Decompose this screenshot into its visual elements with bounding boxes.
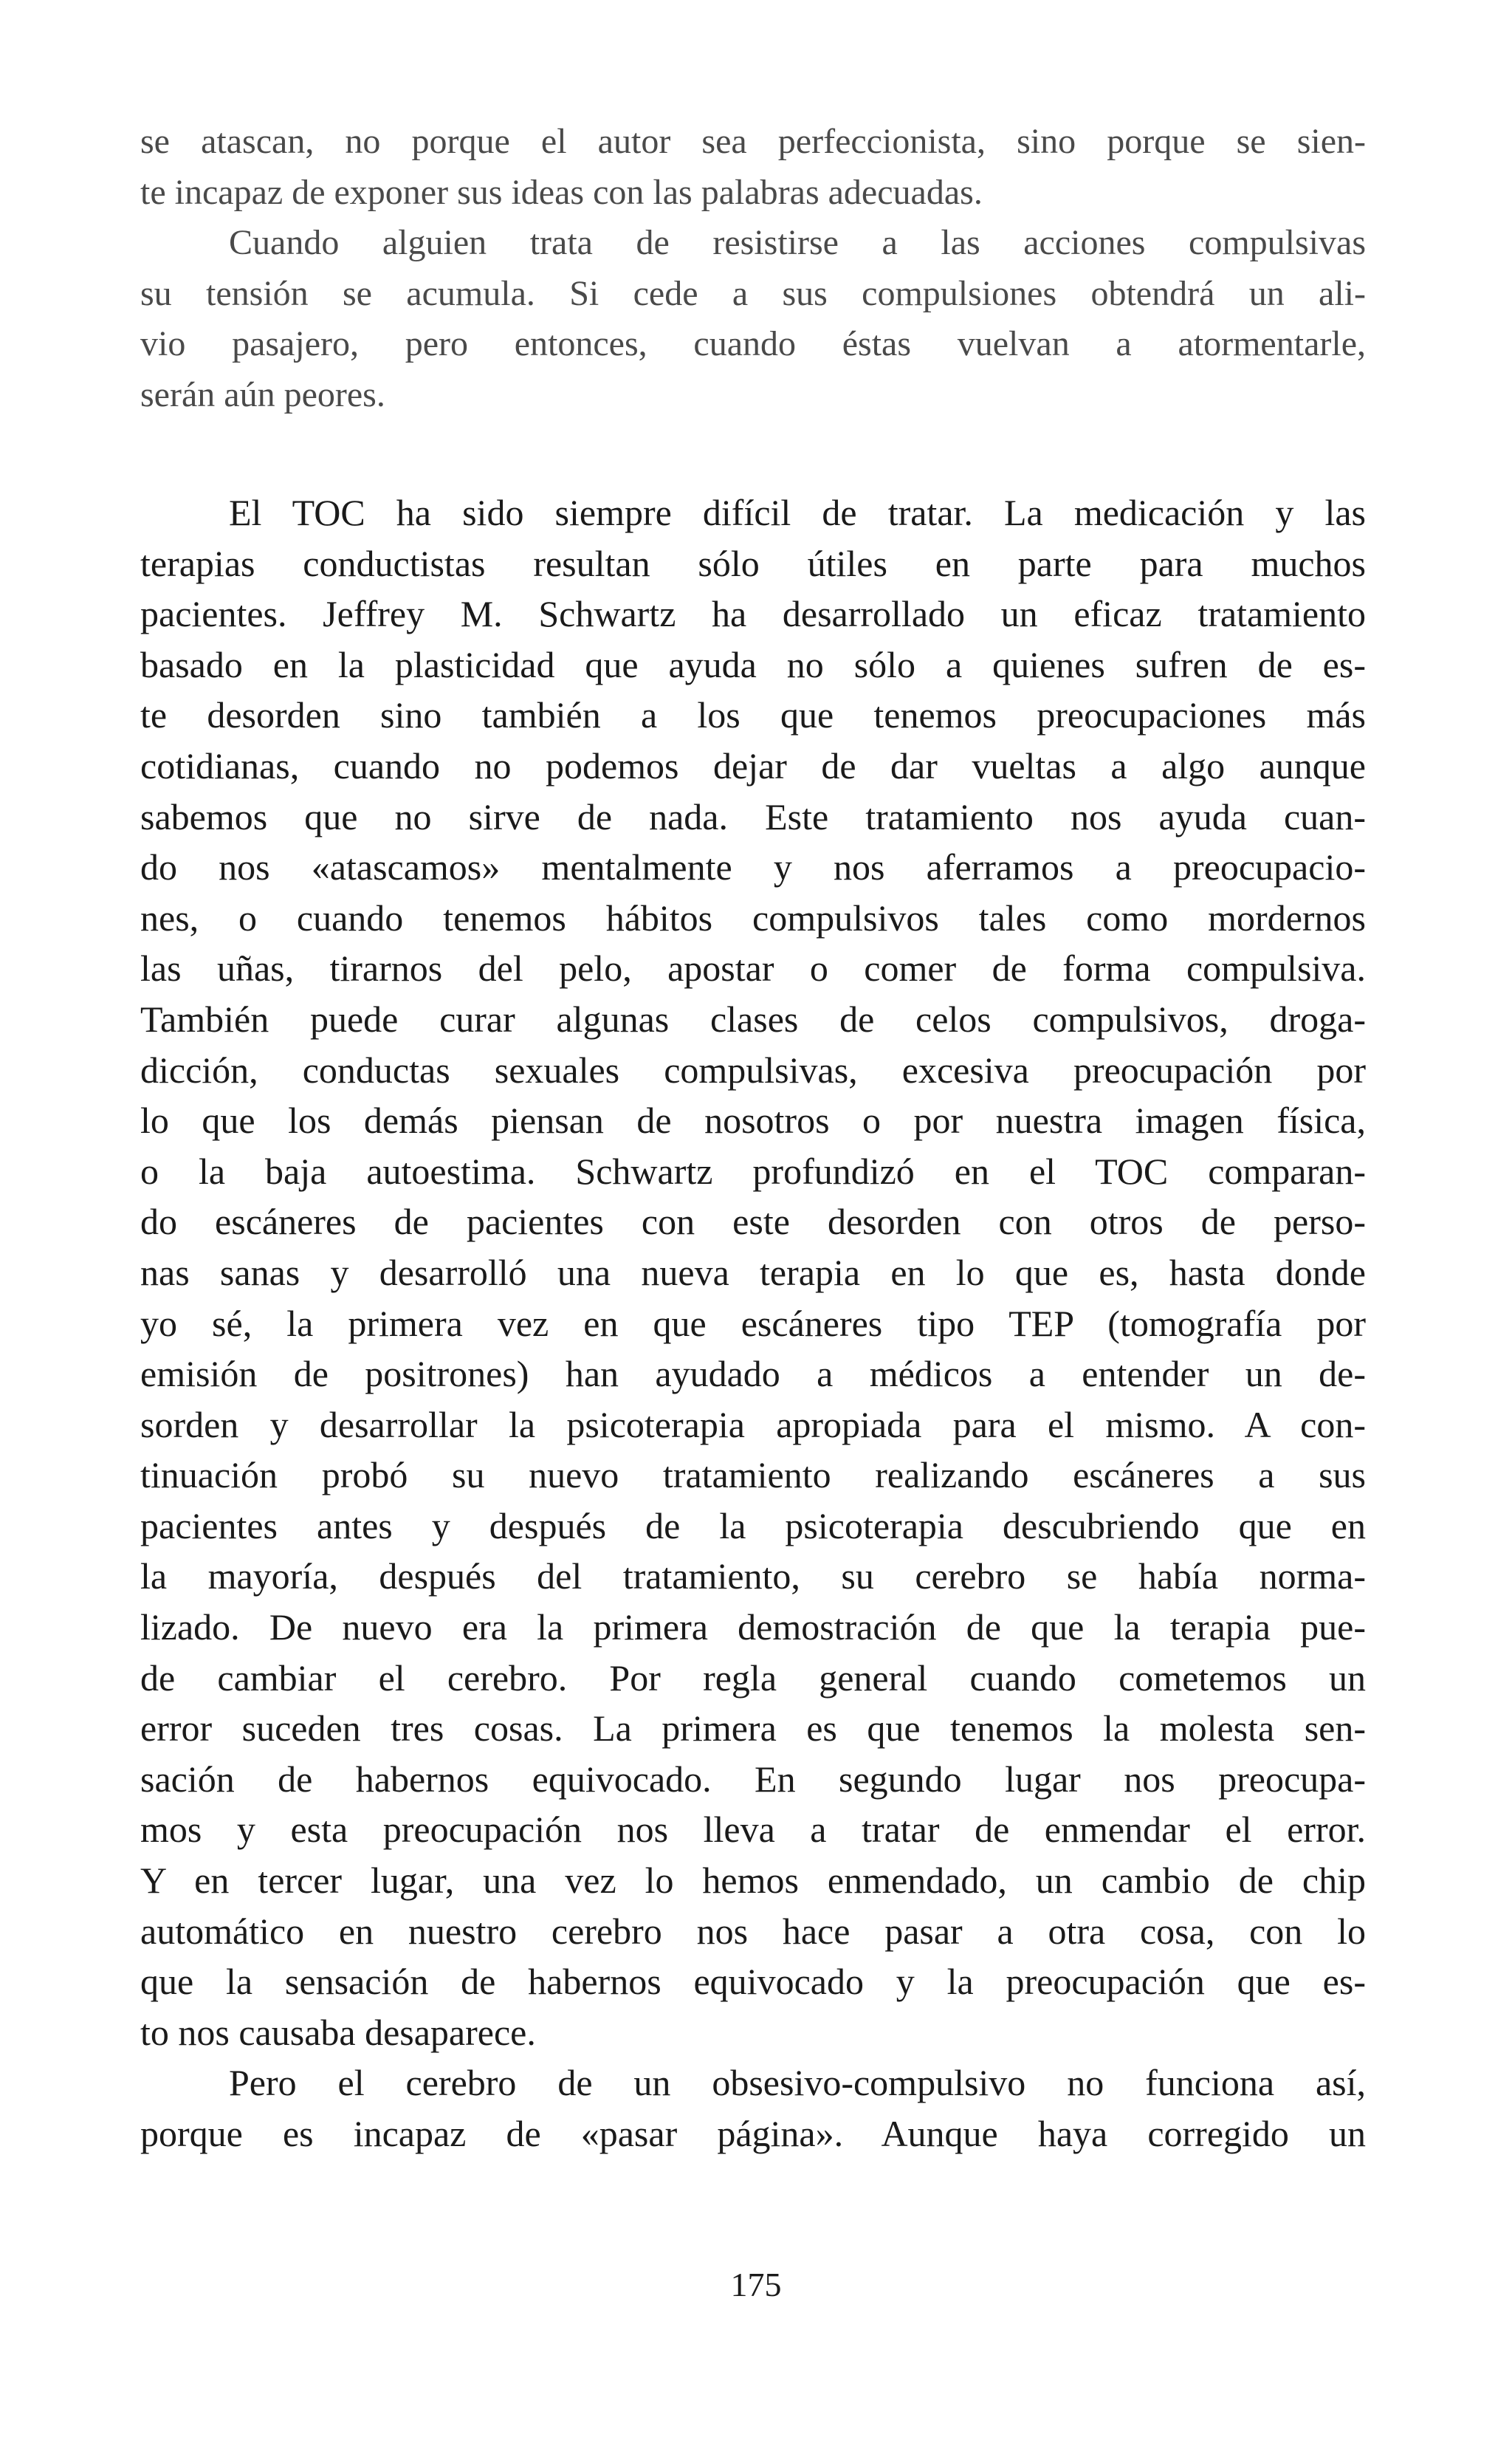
text-line: su tensión se acumula. Si cede a sus compulsiones obtendrá un ali-: [140, 273, 1366, 313]
text-line: error suceden tres cosas. La primera es que tenemos la molesta sen-: [140, 1707, 1366, 1750]
text-line: lo que los demás piensan de nosotros o por nuestra imagen física,: [140, 1100, 1366, 1142]
text-line: Pero el cerebro de un obsesivo-compulsivo no funciona así,: [229, 2062, 1366, 2104]
page-number: 175: [730, 2266, 782, 2303]
text-line: pacientes. Jeffrey M. Schwartz ha desarrollado un eficaz tratamiento: [140, 593, 1366, 635]
text-line: También puede curar algunas clases de celos compulsivos, droga-: [140, 998, 1366, 1040]
text-line: lizado. De nuevo era la primera demostración de que la terapia pue-: [140, 1606, 1366, 1648]
text-line: te desorden sino también a los que tenemos preocupaciones más: [140, 694, 1366, 736]
text-line: do nos «atascamos» mentalmente y nos aferramos a preocupacio-: [140, 846, 1366, 888]
text-line: Y en tercer lugar, una vez lo hemos enmendado, un cambio de chip: [140, 1860, 1366, 1902]
text-line: nes, o cuando tenemos hábitos compulsivos tales como mordernos: [140, 897, 1366, 939]
text-line: sorden y desarrollar la psicoterapia apropiada para el mismo. A con-: [140, 1403, 1366, 1445]
text-line: Cuando alguien trata de resistirse a las acciones compulsivas: [229, 223, 1366, 263]
text-line: sación de habernos equivocado. En segundo lugar nos preocupa-: [140, 1758, 1366, 1800]
text-line: automático en nuestro cerebro nos hace pasar a otra cosa, con lo: [140, 1910, 1366, 1952]
text-line: se atascan, no porque el autor sea perfeccionista, sino porque se sien-: [140, 122, 1366, 161]
text-line: sabemos que no sirve de nada. Este tratamiento nos ayuda cuan-: [140, 795, 1366, 837]
top-paragraph: [140, 117, 1366, 421]
text-line: que la sensación de habernos equivocado y la preocupación que es-: [140, 1961, 1366, 2003]
text-line: dicción, conductas sexuales compulsivas, excesiva preocupación por: [140, 1049, 1366, 1091]
text-line: vio pasajero, pero entonces, cuando éstas vuelvan a atormentarle,: [140, 324, 1366, 364]
text-line: serán aún peores.: [140, 374, 385, 414]
text-line: te incapaz de exponer sus ideas con las palabras adecuadas.: [140, 172, 983, 212]
text-line: emisión de positrones) han ayudado a médicos a entender un de-: [140, 1353, 1366, 1395]
text-line: cotidianas, cuando no podemos dejar de dar vueltas a algo aunque: [140, 744, 1366, 787]
text-line: porque es incapaz de «pasar página». Aunque haya corregido un: [140, 2113, 1366, 2154]
text-line: to nos causaba desaparece.: [140, 2011, 536, 2053]
text-line: pacientes antes y después de la psicoterapia descubriendo que en: [140, 1504, 1366, 1546]
text-line: yo sé, la primera vez en que escáneres tipo TEP (tomografía por: [140, 1302, 1366, 1344]
text-line: las uñas, tirarnos del pelo, apostar o comer de forma compulsiva.: [140, 947, 1366, 990]
text-line: basado en la plasticidad que ayuda no sólo a quienes sufren de es-: [140, 643, 1366, 685]
text-line: la mayoría, después del tratamiento, su cerebro se había norma-: [140, 1555, 1366, 1597]
main-paragraph: [140, 487, 1366, 2159]
text-line: o la baja autoestima. Schwartz profundizó en el TOC comparan-: [140, 1150, 1366, 1192]
text-line: de cambiar el cerebro. Por regla general cuando cometemos un: [140, 1656, 1366, 1699]
text-line: do escáneres de pacientes con este desorden con otros de perso-: [140, 1201, 1366, 1243]
text-line: terapias conductistas resultan sólo útiles en parte para muchos: [140, 542, 1366, 584]
text-line: mos y esta preocupación nos lleva a tratar de enmendar el error.: [140, 1809, 1366, 1851]
text-line: nas sanas y desarrolló una nueva terapia en lo que es, hasta donde: [140, 1251, 1366, 1293]
text-line: tinuación probó su nuevo tratamiento realizando escáneres a sus: [140, 1454, 1366, 1496]
text-line: El TOC ha sido siempre difícil de tratar. La medicación y las: [229, 492, 1366, 533]
